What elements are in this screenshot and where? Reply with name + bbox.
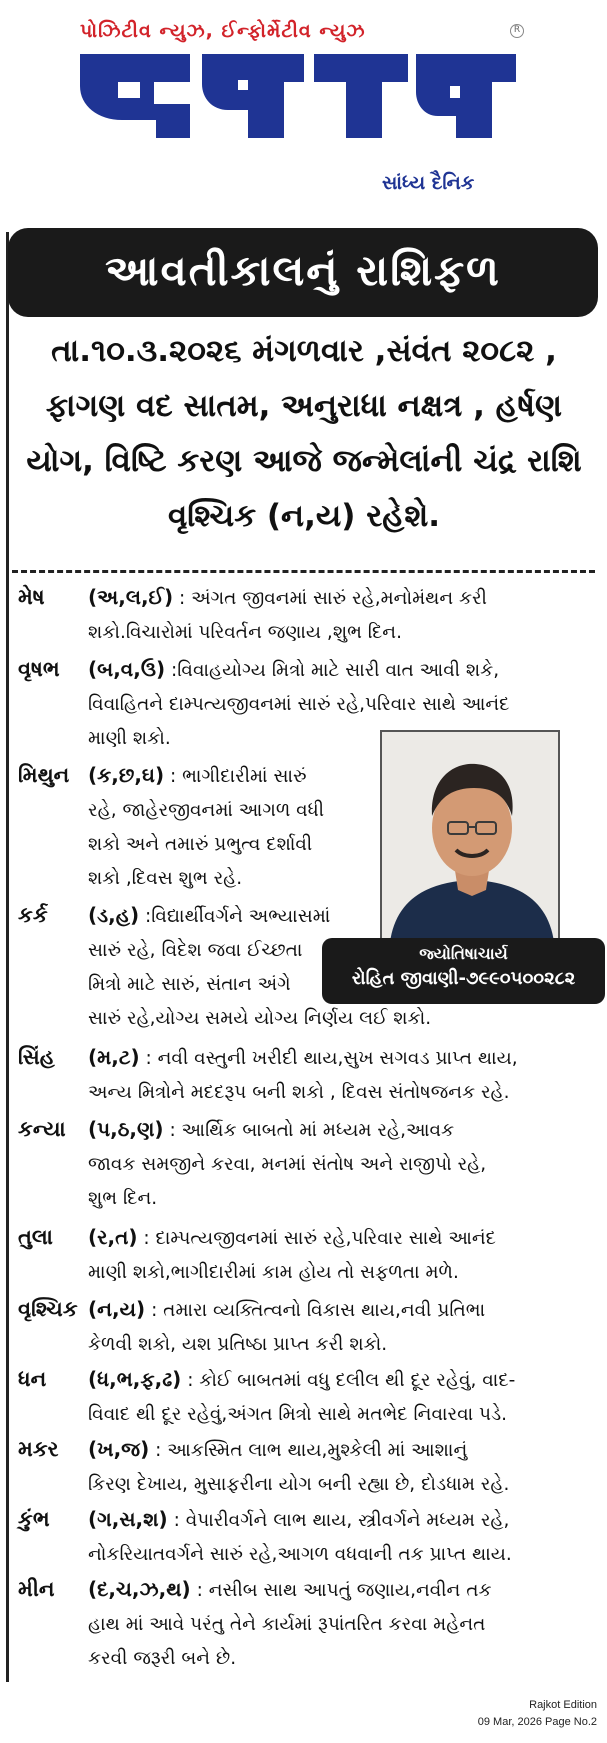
rashi-entry-mesh xyxy=(18,580,598,650)
rashi-text: : આર્થિક બાબતો માં મધ્યમ રહે,આવક xyxy=(169,1120,455,1141)
rashi-sign: મકર xyxy=(18,1437,59,1461)
rashi-text: કેળવી શકો, યશ પ્રતિષ્ઠા પ્રાપ્ત કરી શકો. xyxy=(88,1334,388,1355)
page-title: આવતીકાલનું રાશિફળ xyxy=(8,228,598,317)
intro-line: તા.૧૦.૩.૨૦૨૬ મંગળવાર ,સંવંત ૨૦૮૨ , xyxy=(51,333,557,369)
rashi-letters: (ર,ત) xyxy=(88,1225,138,1249)
intro-line: વૃશ્ચિક (ન,ય) રહેશે. xyxy=(167,498,441,534)
rashi-text: કરવી જરૂરી બને છે. xyxy=(88,1648,237,1669)
tagline: પોઝિટીવ ન્યુઝ, ઈન્ફોર્મેટીવ ન્યુઝ xyxy=(80,20,366,42)
rashi-text: : નવી વસ્તુની ખરીદી થાય,સુખ સગવડ પ્રાપ્ત થાય, xyxy=(145,1048,518,1069)
rashi-text: નોકરિયાતવર્ગને સારું રહે,આગળ વધવાની તક પ્રાપ્ત થાય. xyxy=(88,1544,512,1565)
rashi-sign: સિંહ xyxy=(18,1045,55,1069)
rashi-text: : ભાગીદારીમાં સારું xyxy=(170,766,307,787)
rashi-entry-sinh xyxy=(18,1040,598,1110)
rashi-text: શકો.વિચારોમાં પરિવર્તન જણાય ,શુભ દિન. xyxy=(88,622,402,643)
rashi-text: વિવાદ થી દૂર રહેવું,અંગત મિત્રો સાથે મતભેદ નિવારવા પડે. xyxy=(88,1404,508,1425)
panchang-intro xyxy=(18,324,590,544)
rashi-text: સારું રહે,યોગ્ય સમયે યોગ્ય નિર્ણય લઈ શકો. xyxy=(88,1008,432,1029)
rashi-entry-mithun xyxy=(18,758,338,896)
rashi-text: માણી શકો. xyxy=(88,728,171,749)
rashi-sign: કન્યા xyxy=(18,1117,66,1141)
rashi-text: સારું રહે, વિદેશ જવા ઈચ્છતા xyxy=(88,940,303,961)
masthead xyxy=(0,0,607,225)
divider xyxy=(12,570,595,573)
rashi-letters: (ધ,ભ,ફ,ઢ) xyxy=(88,1367,182,1391)
rashi-sign: મિથુન xyxy=(18,763,70,787)
rashi-text: : અંગત જીવનમાં સારું રહે,મનોમંથન કરી xyxy=(179,588,487,609)
rashi-letters: (અ,લ,ઈ) xyxy=(88,585,174,609)
rashi-letters: (ડ,હ) xyxy=(88,903,140,927)
rashi-sign: કર્ક xyxy=(18,903,48,927)
rashi-text: મિત્રો માટે સારું, સંતાન અંગે xyxy=(88,974,291,995)
rashi-text: : કોઈ બાબતમાં વધુ દલીલ થી દૂર રહેવું, વાદ- xyxy=(187,1370,516,1391)
rashi-entry-meen xyxy=(18,1572,598,1676)
rashi-text: : તમારા વ્યક્તિત્વનો વિકાસ થાય,નવી પ્રતિભા xyxy=(151,1300,486,1321)
rashi-text: : નસીબ સાથ આપતું જણાય,નવીન તક xyxy=(196,1580,492,1601)
footer-date-page: 09 Mar, 2026 Page No.2 xyxy=(477,1716,597,1728)
rashi-text: હાથ માં આવે પરંતુ તેને કાર્યમાં રૂપાંતરિત કરવા મહેનત xyxy=(88,1614,486,1635)
rashi-letters: (પ,ઠ,ણ) xyxy=(88,1117,164,1141)
rashi-text: અન્ય મિત્રોને મદદરૂપ બની શકો , દિવસ સંતોષજનક રહે. xyxy=(88,1082,510,1103)
rashi-text: : વેપારીવર્ગને લાભ થાય, સ્ત્રીવર્ગને મધ્યમ રહે, xyxy=(173,1510,510,1531)
rashi-text: શકો અને તમારું પ્રભુત્વ દર્શાવી xyxy=(88,834,313,855)
rashi-sign: મેષ xyxy=(18,585,45,609)
rashi-text: રહે, જાહેરજીવનમાં આગળ વધી xyxy=(88,800,325,821)
rashi-letters: (ક,છ,ઘ) xyxy=(88,763,165,787)
rashi-sign: વૃશ્ચિક xyxy=(18,1297,78,1321)
rashi-letters: (ખ,જ) xyxy=(88,1437,150,1461)
rashi-entry-tula xyxy=(18,1220,598,1290)
rashi-entry-makar xyxy=(18,1432,598,1502)
rashi-entry-dhan xyxy=(18,1362,598,1432)
rashi-text: કિરણ દેખાય, મુસાફરીના યોગ બની રહ્યા છે, દોડધામ રહે. xyxy=(88,1474,510,1495)
registered-mark-icon: R xyxy=(510,24,524,38)
intro-line: ફાગણ વદ સાતમ, અનુરાધા નક્ષત્ર , હર્ષણ xyxy=(45,388,563,424)
rashi-letters: (બ,વ,ઉ) xyxy=(88,657,166,681)
rashi-letters: (ન,ય) xyxy=(88,1297,146,1321)
astrologer-caption xyxy=(322,938,605,1004)
edition-label: સાંધ્ય દૈનિક xyxy=(382,172,475,194)
rashi-entry-kumbh xyxy=(18,1502,598,1572)
footer-edition: Rajkot Edition xyxy=(529,1699,597,1711)
rashi-sign: ધન xyxy=(18,1367,47,1391)
rashi-text: શકો ,દિવસ શુભ રહે. xyxy=(88,868,243,889)
rashi-text: માણી શકો,ભાગીદારીમાં કામ હોય તો સફળતા મળે. xyxy=(88,1262,459,1283)
intro-line: યોગ, વિષ્ટિ કરણ આજે જન્મેલાંની ચંદ્ર રાશિ xyxy=(26,443,582,479)
rashi-letters: (ગ,સ,શ) xyxy=(88,1507,168,1531)
rashi-letters: (દ,ચ,ઝ,થ) xyxy=(88,1577,191,1601)
rashi-text: જાવક સમજીને કરવા, મનમાં સંતોષ અને રાજીપો રહે, xyxy=(88,1154,487,1175)
page-footer xyxy=(478,1697,597,1731)
rashi-sign: તુલા xyxy=(18,1225,53,1249)
brand-logo xyxy=(78,46,518,146)
rashi-letters: (મ,ટ) xyxy=(88,1045,140,1069)
person-portrait-icon xyxy=(382,732,560,940)
astrologer-photo xyxy=(380,730,560,940)
rashi-entry-vrushchik xyxy=(18,1292,598,1362)
rashi-text: વિવાહિતને દામ્પત્યજીવનમાં સારું રહે,પરિવાર સાથે આનંદ xyxy=(88,694,510,715)
rashi-entry-kanya xyxy=(18,1112,598,1216)
rashi-sign: મીન xyxy=(18,1577,55,1601)
astrologer-name: રોહિત જીવાણી-૭૯૯૦૫૦૦૨૮૨ xyxy=(351,968,576,989)
left-rule xyxy=(6,232,9,1682)
rashi-text: શુભ દિન. xyxy=(88,1188,158,1209)
rashi-text: : દામ્પત્યજીવનમાં સારું રહે,પરિવાર સાથે આનંદ xyxy=(143,1228,496,1249)
rashi-text: : આકસ્મિત લાભ થાય,મુશ્કેલી માં આશાનું xyxy=(155,1440,468,1461)
astrologer-title: જ્યોતિષાચાર્ય xyxy=(419,944,508,963)
rashi-text: :વિવાહયોગ્ય મિત્રો માટે સારી વાત આવી શકે, xyxy=(171,660,500,681)
rashi-text: :વિદ્યાર્થીવર્ગને અભ્યાસમાં xyxy=(144,906,331,927)
rashi-sign: કુંભ xyxy=(18,1507,50,1531)
rashi-sign: વૃષભ xyxy=(18,657,60,681)
